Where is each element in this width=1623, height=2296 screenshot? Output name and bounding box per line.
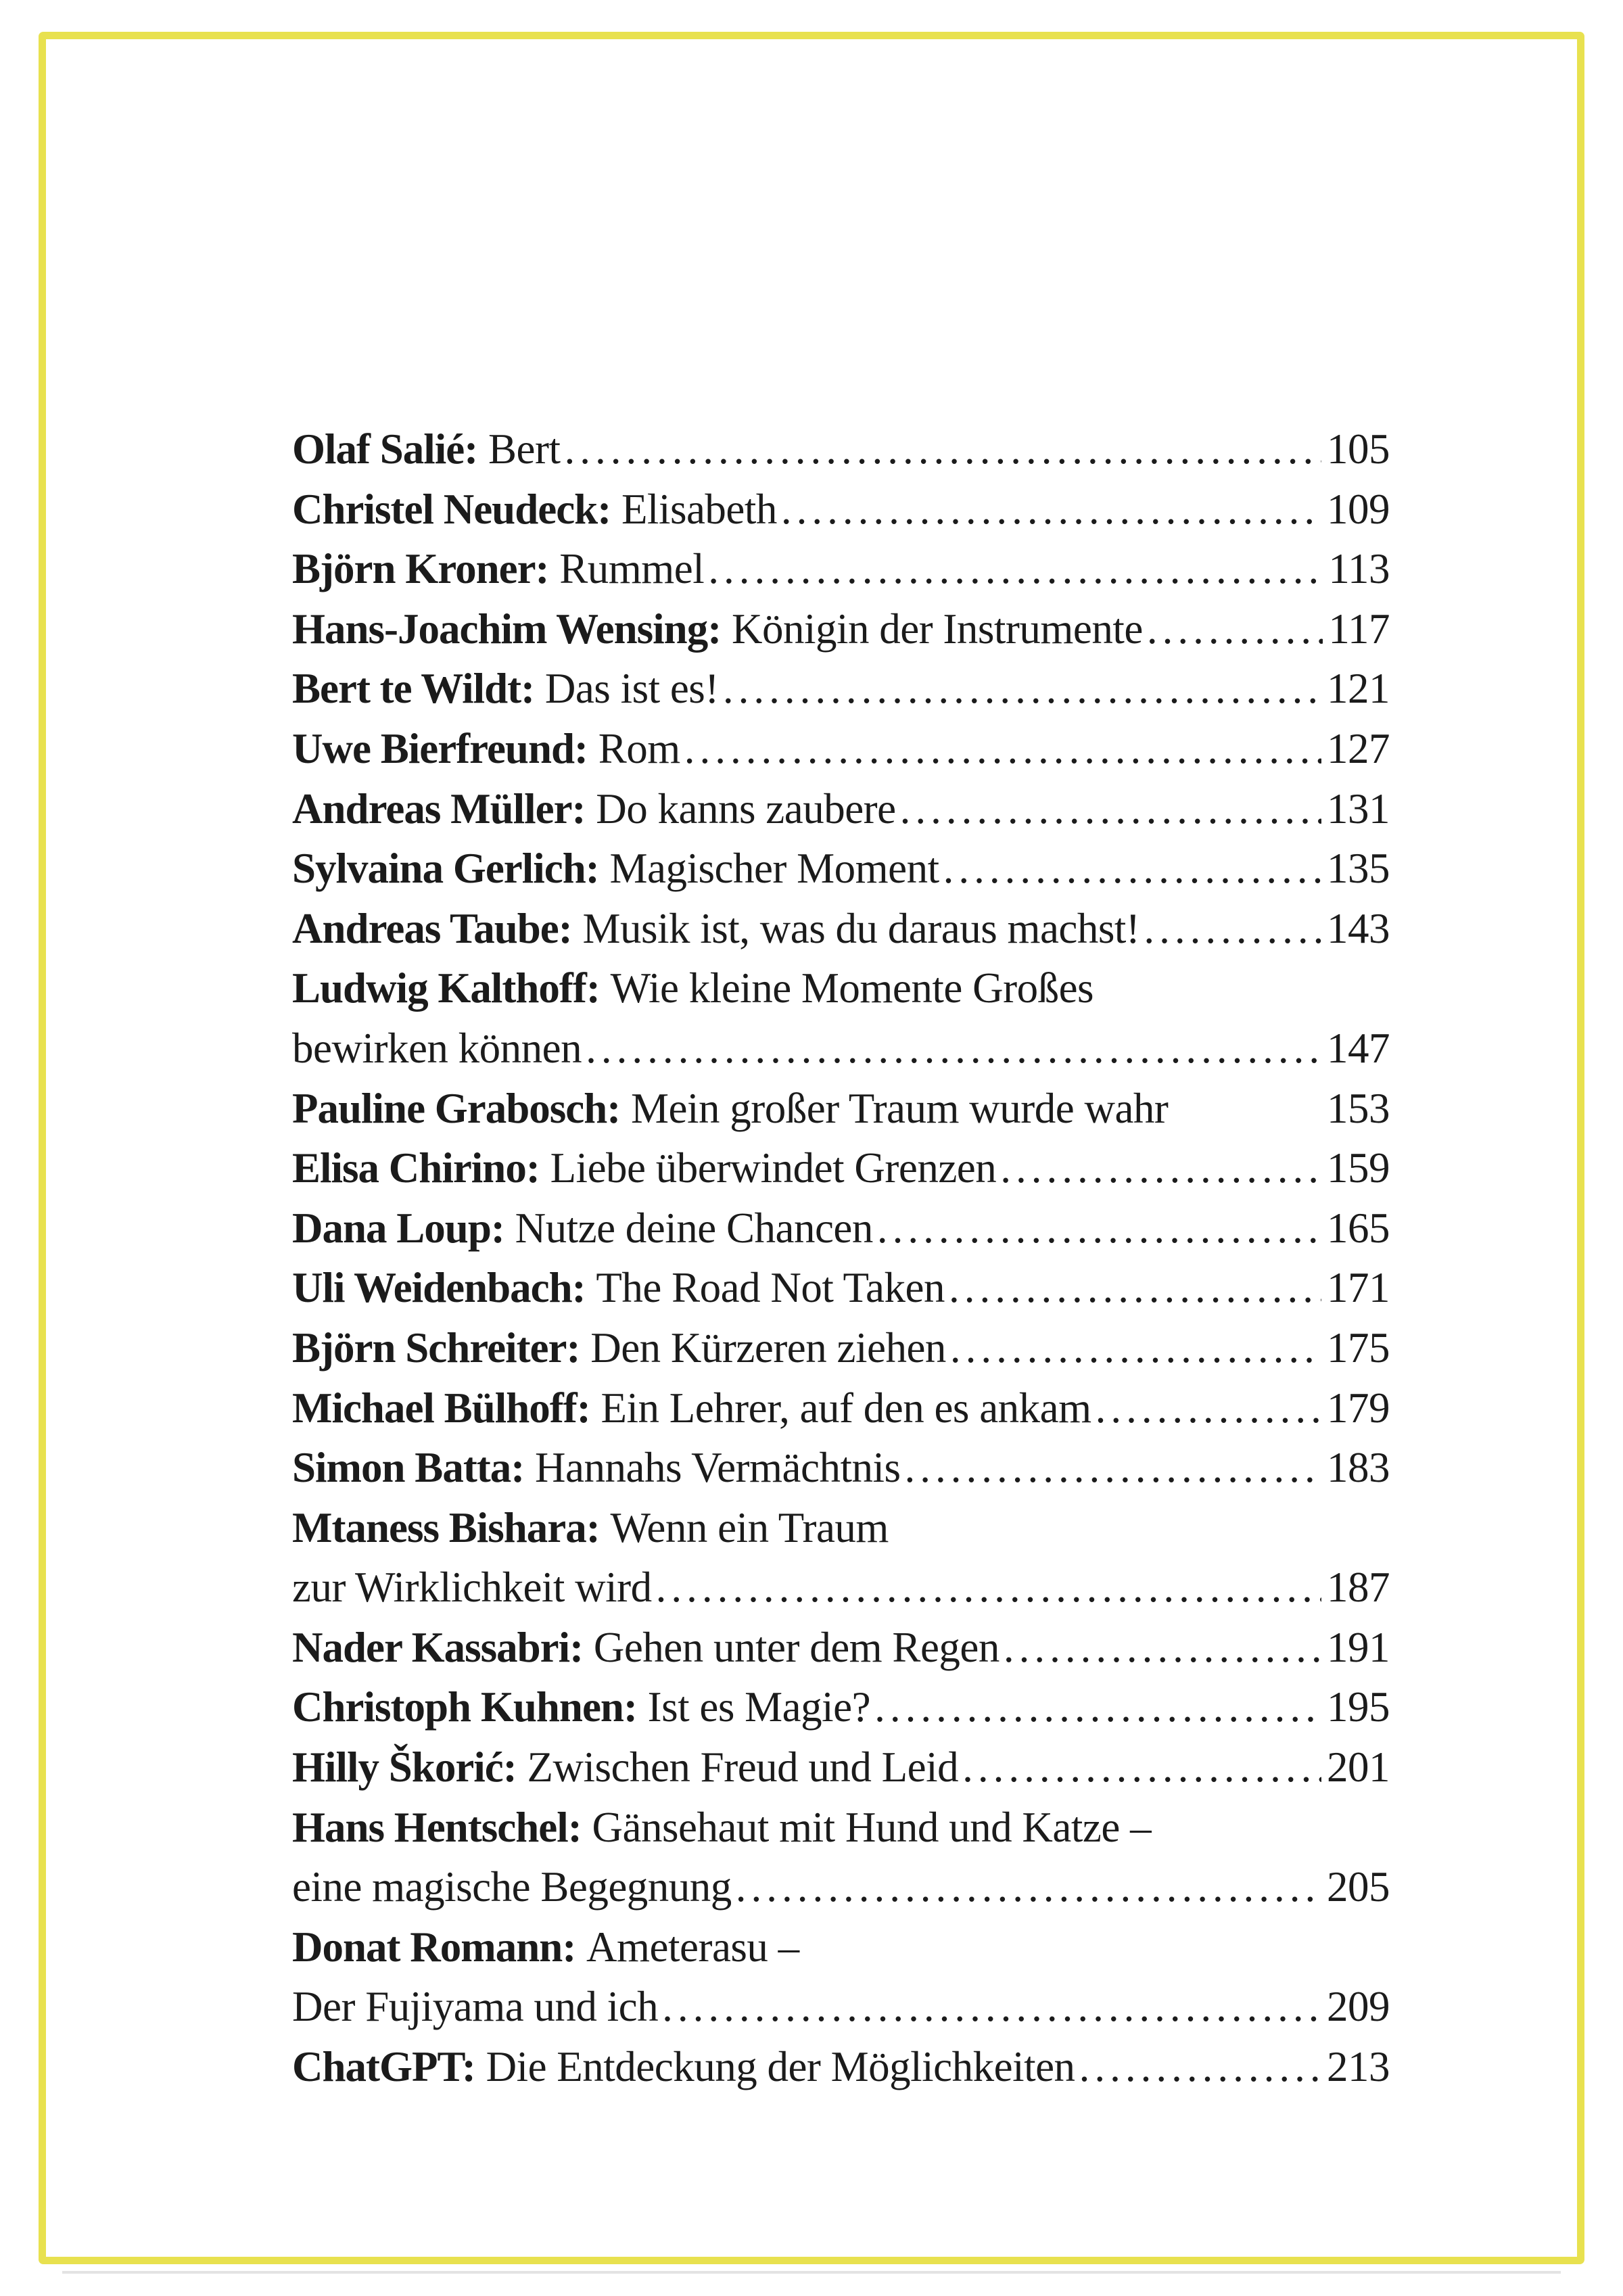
toc-entry-title: Mein großer Traum wurde wahr [631, 1084, 1169, 1132]
page-number: 159 [1327, 1144, 1390, 1192]
toc-entry-title: Ameterasu – [586, 1923, 799, 1971]
toc-entry-name: Björn Kroner: [292, 545, 549, 593]
toc-entry [292, 1798, 1390, 1858]
toc-entry [292, 539, 1390, 599]
dot-leader [962, 1737, 1321, 1798]
dot-leader [1000, 1138, 1321, 1198]
toc-entry-title: Rom [598, 724, 680, 772]
toc-entry-title: Rummel [559, 545, 705, 593]
toc-entry-title: zur Wirklichkeit wird [292, 1564, 652, 1612]
toc-entry-name: Sylvaina Gerlich: [292, 845, 599, 893]
page-number: 175 [1327, 1323, 1390, 1372]
toc-entry-title: Gehen unter dem Regen [593, 1623, 999, 1671]
toc-entry-name: Andreas Müller: [292, 784, 586, 833]
toc-entry [292, 1378, 1390, 1438]
toc-entry-name: Mtaness Bishara: [292, 1503, 600, 1551]
toc-entry [292, 1618, 1390, 1678]
toc-entry-name: Christel Neudeck: [292, 485, 611, 533]
toc-entry-name: Ludwig Kalthoff: [292, 964, 600, 1012]
dot-leader [905, 1438, 1322, 1498]
toc-entry-name: Uwe Bierfreund: [292, 724, 588, 772]
toc-entry-title: Musik ist, was du daraus machst! [582, 904, 1140, 952]
toc-entry [292, 599, 1390, 659]
dot-leader [564, 419, 1321, 479]
dot-leader [1096, 1378, 1321, 1438]
page-number: 121 [1327, 665, 1390, 713]
dot-leader [1079, 2037, 1321, 2097]
page-number: 109 [1327, 485, 1390, 533]
toc-entry-name: Donat Romann: [292, 1923, 576, 1971]
toc-entry-continuation [292, 1857, 1390, 1917]
toc-entry-title: Bert [488, 425, 561, 473]
toc-entry-name: Simon Batta: [292, 1444, 525, 1492]
toc-entry-name: Nader Kassabri: [292, 1623, 584, 1671]
toc-entry-title: The Road Not Taken [596, 1264, 945, 1312]
dot-leader [950, 1318, 1321, 1378]
page-number: 105 [1327, 425, 1390, 473]
toc-entry-name: Michael Bülhoff: [292, 1384, 590, 1432]
toc-entry [292, 659, 1390, 719]
page-number: 201 [1327, 1743, 1390, 1791]
toc-entry-name: Bert te Wildt: [292, 665, 535, 713]
page-number: 205 [1327, 1863, 1390, 1911]
toc-entry-title: Den Kürzeren ziehen [590, 1323, 946, 1372]
toc-entry [292, 839, 1390, 899]
page-number: 213 [1327, 2043, 1390, 2091]
page-number: 117 [1328, 605, 1390, 653]
toc-entry-name: Hilly Škorić: [292, 1743, 517, 1791]
toc-entry-title: Zwischen Freud und Leid [527, 1743, 959, 1791]
toc-entry-name: Hans Hentschel: [292, 1803, 582, 1851]
page-number: 187 [1327, 1564, 1390, 1612]
dot-leader [1004, 1618, 1321, 1678]
toc-entry [292, 1198, 1390, 1259]
toc-entry-title: Ein Lehrer, auf den es ankam [601, 1384, 1091, 1432]
dot-leader [586, 1018, 1321, 1079]
toc-entry-name: Björn Schreiter: [292, 1323, 580, 1372]
dot-leader [877, 1198, 1321, 1259]
toc-entry-title: Der Fujiyama und ich [292, 1983, 659, 2031]
toc-entry-continuation [292, 1018, 1390, 1079]
toc-entry-title: Gänsehaut mit Hund und Katze – [592, 1803, 1152, 1851]
toc-entry-title: Die Entdeckung der Möglichkeiten [486, 2043, 1075, 2091]
toc-entry-title: Hannahs Vermächtnis [535, 1444, 901, 1492]
toc-entry [292, 1498, 1390, 1558]
page-number: 143 [1327, 904, 1390, 952]
page-number: 171 [1327, 1264, 1390, 1312]
dot-leader [874, 1677, 1321, 1737]
dot-leader [684, 719, 1321, 779]
toc-entry [292, 719, 1390, 779]
page-number: 153 [1327, 1084, 1390, 1132]
toc-entry [292, 958, 1390, 1018]
toc-entry [292, 1318, 1390, 1378]
page-number: 195 [1327, 1683, 1390, 1731]
toc-entry [292, 1677, 1390, 1737]
toc-entry-name: Dana Loup: [292, 1204, 504, 1252]
toc-entry [292, 1917, 1390, 1977]
dot-leader [1147, 599, 1323, 659]
dot-leader [1144, 899, 1321, 959]
table-of-contents [292, 419, 1390, 2097]
page-number: 147 [1327, 1024, 1390, 1072]
dot-leader [708, 539, 1323, 599]
toc-entry-name: Olaf Salié: [292, 425, 478, 473]
toc-entry-name: Hans-Joachim Wensing: [292, 605, 722, 653]
toc-entry-continuation [292, 1977, 1390, 2037]
toc-entry [292, 419, 1390, 479]
toc-entry-title: Liebe überwindet Grenzen [550, 1144, 997, 1192]
dot-leader [943, 839, 1321, 899]
toc-entry [292, 1079, 1390, 1139]
toc-entry-name: ChatGPT: [292, 2043, 475, 2091]
toc-entry-title: bewirken können [292, 1024, 582, 1072]
dot-leader [736, 1857, 1321, 1917]
toc-entry-title: Königin der Instrumente [731, 605, 1143, 653]
toc-entry [292, 1138, 1390, 1198]
page-number: 183 [1327, 1444, 1390, 1492]
toc-entry [292, 2037, 1390, 2097]
dot-leader [723, 659, 1321, 719]
page-number: 113 [1328, 545, 1390, 593]
toc-entry-name: Elisa Chirino: [292, 1144, 540, 1192]
toc-entry [292, 1258, 1390, 1318]
page-number: 127 [1327, 724, 1390, 772]
toc-entry [292, 1737, 1390, 1798]
toc-entry [292, 1438, 1390, 1498]
toc-entry [292, 899, 1390, 959]
dot-leader [662, 1977, 1321, 2037]
toc-entry-title: Wenn ein Traum [610, 1503, 889, 1551]
toc-entry [292, 479, 1390, 540]
toc-entry-name: Andreas Taube: [292, 904, 572, 952]
page-number: 209 [1327, 1983, 1390, 2031]
dot-leader [781, 479, 1321, 540]
page-number: 191 [1327, 1623, 1390, 1671]
toc-entry-name: Christoph Kuhnen: [292, 1683, 637, 1731]
toc-entry-title: Wie kleine Momente Großes [610, 964, 1094, 1012]
toc-entry-title: eine magische Begegnung [292, 1863, 732, 1911]
page-number: 131 [1327, 784, 1390, 833]
toc-entry-title: Nutze deine Chancen [515, 1204, 873, 1252]
toc-entry [292, 779, 1390, 839]
dot-leader [900, 779, 1321, 839]
toc-entry-title: Magischer Moment [609, 845, 939, 893]
toc-entry-title: Das ist es! [544, 665, 719, 713]
toc-entry-title: Do kanns zaubere [596, 784, 896, 833]
toc-entry-title: Elisabeth [621, 485, 777, 533]
page-number: 165 [1327, 1204, 1390, 1252]
scan-shadow-line [62, 2271, 1561, 2274]
dot-leader [949, 1258, 1321, 1318]
toc-entry-title: Ist es Magie? [647, 1683, 871, 1731]
toc-entry-continuation [292, 1557, 1390, 1618]
dot-leader [656, 1557, 1321, 1618]
toc-entry-name: Uli Weidenbach: [292, 1264, 586, 1312]
page-number: 135 [1327, 845, 1390, 893]
toc-entry-name: Pauline Grabosch: [292, 1084, 621, 1132]
page-number: 179 [1327, 1384, 1390, 1432]
